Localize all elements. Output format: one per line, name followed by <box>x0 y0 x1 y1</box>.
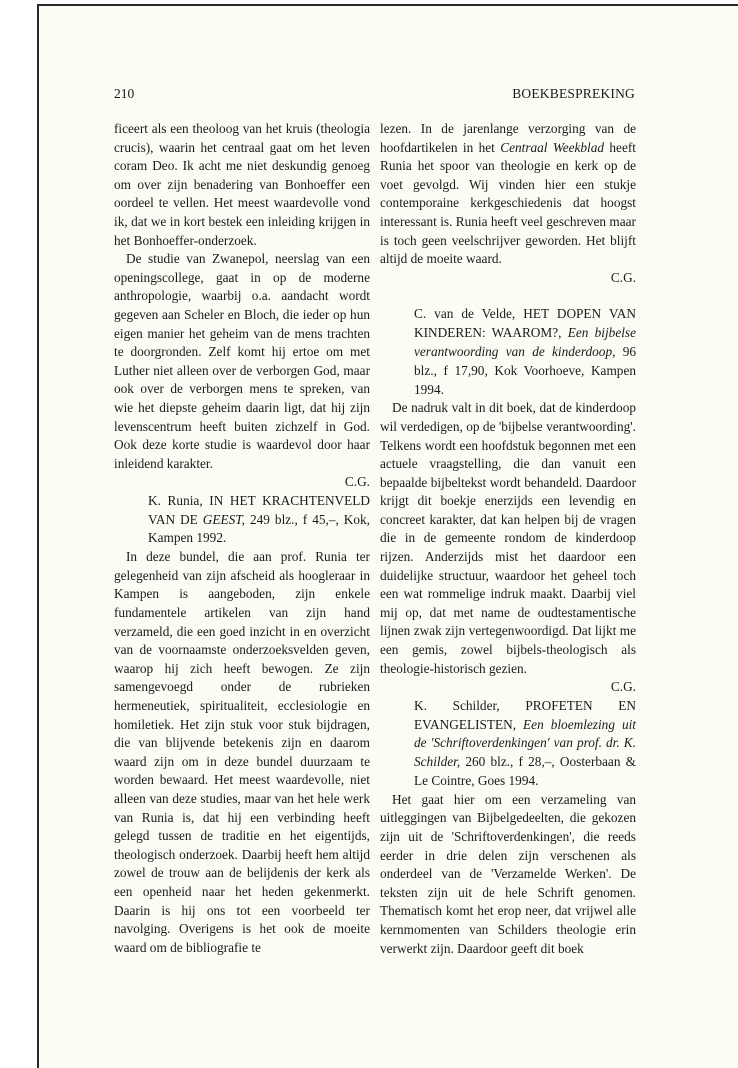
reviewer-signature: C.G. <box>610 679 636 695</box>
paragraph: ficeert als een theoloog van het kruis (theologia crucis), waarin het centraal gaat om het leven coram Deo. Ik acht me niet deskundig genoeg om over zijn benadering van Bonhoeffer een oordeel te vellen. Het meest waardevolle vond ik, dat we in kort bestek een inleiding krijgen in het Bonhoeffer-onderzoek. <box>114 121 370 248</box>
review-heading-text: K. Schilder, PROFETEN EN EVANGELISTEN, <box>414 697 636 732</box>
review-heading-text: K. Runia, IN HET KRACHTENVELD VAN DE <box>148 492 370 527</box>
review-heading-title: GEEST, <box>202 511 246 527</box>
review-heading <box>380 697 636 791</box>
paragraph-text: heeft Runia het spoor van theologie en kerk op de voet gevolgd. Wij vinden hier een stukje contemporaine kerkgeschiedenis dat hoogst interessant is. Runia heeft veel geschreven maar is toch geen veelschrijver geworden. Het blijft altijd de moeite waard. <box>380 139 636 267</box>
paragraph: De studie van Zwanepol, neerslag van een openingscollege, gaat in op de moderne anthropologie, waarbij o.a. aandacht wordt gegeven aan Scheler en Bloch, die ieder op hun eigen manier het geheim van de mens trachten te doorgronden. Zelf komt hij ertoe om met Luther niet alleen over de verborgen God, maar ook over de verborgen mens te spreken, van wie het diepste geheim daarin ligt, dat hij zijn levenscentrum heeft buiten zichzelf in God. Ook deze korte studie is waardevol door haar inleidend karakter. <box>114 251 370 471</box>
left-column <box>114 120 370 957</box>
publication-title: Centraal Weekblad <box>500 139 605 155</box>
running-head: BOEKBESPREKING <box>512 86 635 101</box>
reviewer-signature: C.G. <box>344 474 370 490</box>
review-heading-subtitle: Een bijbelse verantwoording van de kinderdoop, <box>414 325 637 359</box>
review-heading <box>114 492 370 548</box>
review-heading-details: 249 blz., f 45,–, Kok, Kampen 1992. <box>148 511 370 546</box>
review-heading <box>380 305 636 399</box>
review-heading-text: C. van de Velde, HET DOPEN VAN KINDEREN: WAAROM?, <box>414 306 636 341</box>
paragraph: De nadruk valt in dit boek, dat de kinderdoop wil verdedigen, op de 'bijbelse verantwoording'. Telkens wordt een hoofdstuk begonnen met een actuele vraagstelling, die dan vanuit een bepaalde bijbeltekst wordt behandeld. Daardoor krijgt dit boekje enerzijds een levendig en concreet karakter, dat kan helpen bij de vragen die in de gemeente rondom de kinderdoop rijzen. Anderzijds mist het daardoor een duidelijke structuur, waardoor het geheel toch een wat rommelige indruk maakt. Daarbij viel mij op, dat met name de oudtestamentische lijnen zwak zijn vertegenwoordigd. Dat lijkt me een gemis, zowel bijbels-theologisch als theologie-historisch gezien. <box>380 400 636 676</box>
right-column <box>380 120 636 958</box>
review-heading-details: 96 blz., f 17,90, Kok Voorhoeve, Kampen 1994. <box>414 343 636 397</box>
page-number: 210 <box>114 86 135 101</box>
paragraph <box>380 120 636 269</box>
paragraph-text: lezen. In de jarenlange verzorging van de hoofdartikelen in het <box>380 121 636 155</box>
paragraph: In deze bundel, die aan prof. Runia ter gelegenheid van zijn afscheid als hoogleraar in Kampen is aangeboden, zijn enkele fundamentele artikelen van zijn hand verzameld, die een goed inzicht in en overzicht van de voornaamste onderzoeksvelden geven, waarop hij zich heeft bewogen. Ze zijn samengevoegd onder de rubrieken hermeneutiek, spiritualiteit, ecclesiologie en homiletiek. Het zijn stuk voor stuk bijdragen, die van blijvende betekenis zijn en daarom waard zijn om in deze bundel duurzaam te worden bewaard. Het meest waardevolle, niet alleen van deze studies, maar van het hele werk van Runia is, dat hij een verbinding heeft gelegd tussen de traditie en het eigentijds, theologisch onderzoek. Daarbij heeft hem altijd zowel de trouw aan de belijdenis der kerk als een openheid naar het heden gekenmerkt. Daarin is hij ons tot een voorbeeld ter navolging. Overigens is het ook de moeite waard om de bibliografie te <box>114 549 370 955</box>
page-header <box>114 86 635 106</box>
reviewer-signature: C.G. <box>610 269 636 285</box>
review-heading-subtitle: Een bloemlezing uit de 'Schriftoverdenkingen' van prof. dr. K. Schilder, <box>414 716 636 770</box>
paragraph: Het gaat hier om een verzameling van uitleggingen van Bijbelgedeelten, die gekozen zijn uit de 'Schriftoverdenkingen', die reeds eerder in drie delen zijn verschenen als onderdeel van de 'Verzamelde Werken'. De teksten zijn uit de hele Schrift genomen. Thematisch komt het erop neer, dat vrijwel alle kernmomenten van Schilders theologie erin verwerkt zijn. Daardoor geeft dit boek <box>380 791 636 956</box>
review-heading-details: 260 blz., f 28,–, Oosterbaan & Le Cointre, Goes 1994. <box>414 754 636 789</box>
